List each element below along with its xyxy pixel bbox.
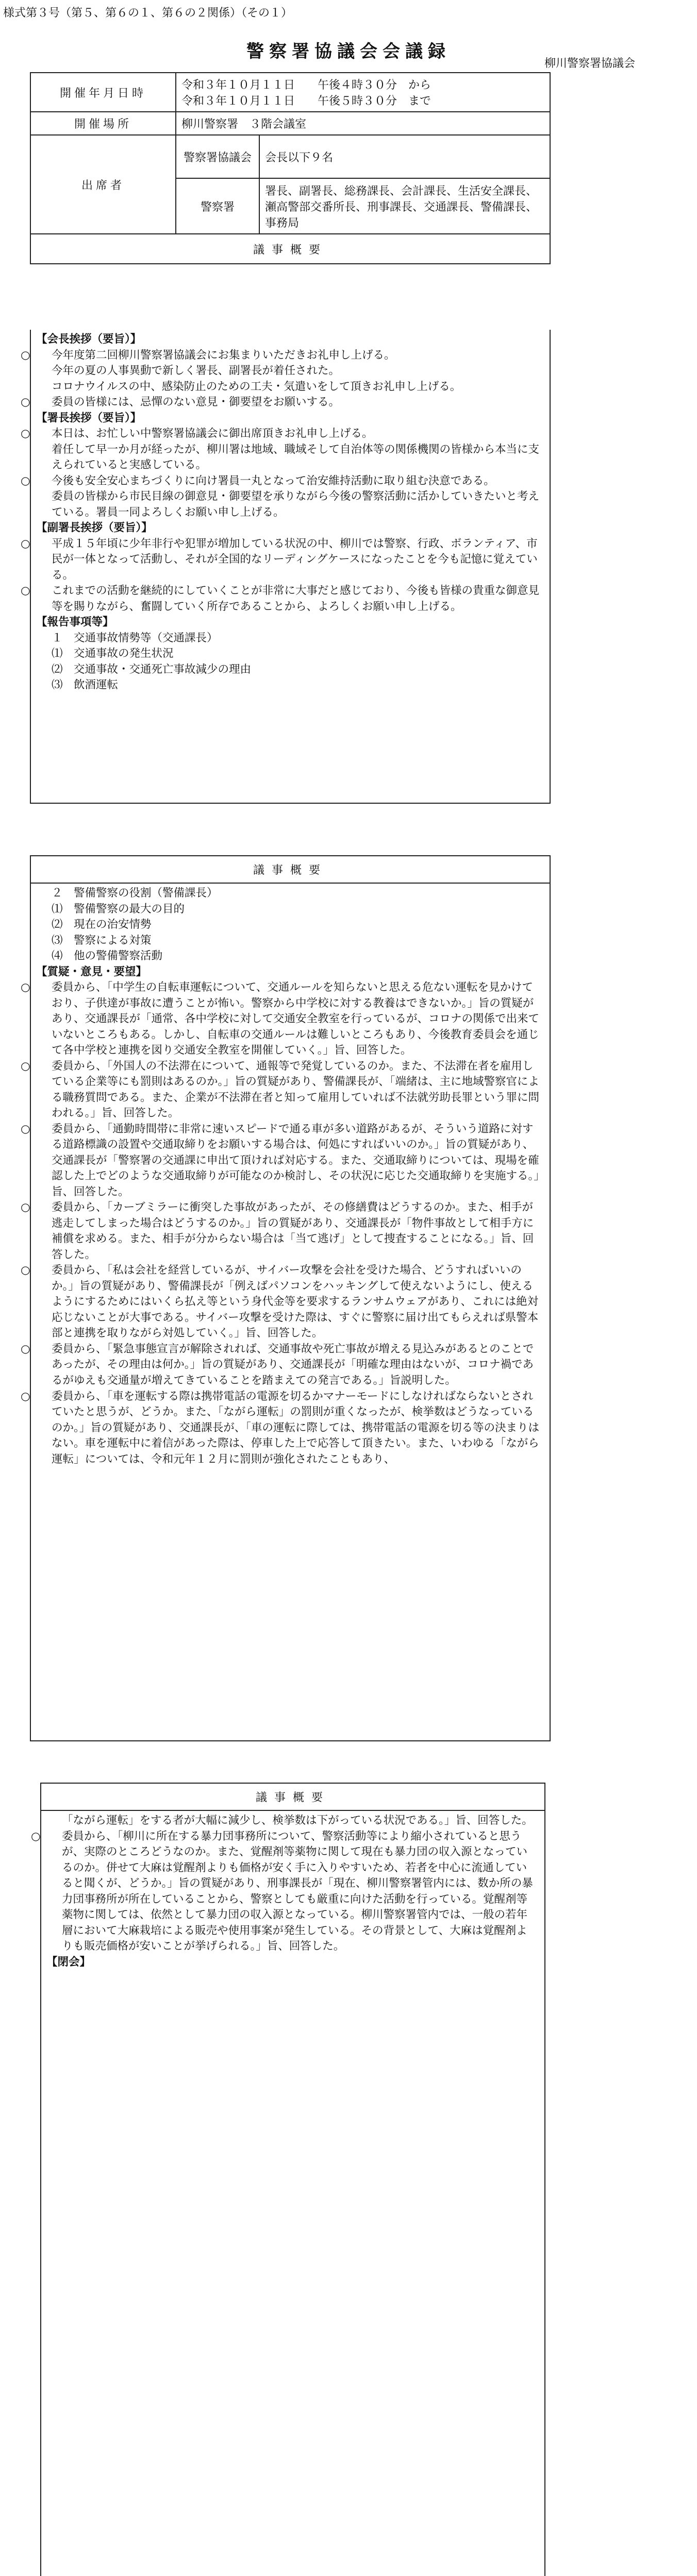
paragraph-text: 今年度第二回柳川警察署協議会にお集まりいただきお礼申し上げる。 (52, 348, 395, 362)
paragraph (21, 1059, 542, 1122)
summary-heading-3: 議事概要 (41, 1784, 544, 1811)
section-heading (36, 520, 542, 536)
bullet-marker: ○ (21, 474, 30, 487)
bullet-marker: ○ (21, 981, 30, 994)
bullet-marker: ○ (21, 348, 30, 362)
paragraph (21, 348, 542, 364)
bullet-marker: ○ (21, 396, 30, 409)
paragraph (21, 583, 542, 615)
paragraph (36, 442, 542, 473)
section-heading (36, 411, 542, 427)
summary-heading: 議事概要 (30, 234, 550, 264)
paragraph-text: ⑷ 他の警備警察活動 (52, 950, 163, 963)
datetime-end: 令和３年１０月１１日 午後５時３０分 まで (181, 95, 432, 108)
paragraph (21, 1263, 542, 1342)
paragraph (36, 662, 542, 678)
paragraph (46, 1813, 537, 1829)
paragraph (21, 536, 542, 584)
paragraph (36, 917, 542, 933)
bullet-marker: ○ (31, 1829, 41, 1843)
summary-section-1 (21, 330, 551, 804)
paragraph-text: 【報告事項等】 (36, 616, 114, 629)
paragraph-text: 委員から、「柳川に所在する暴力団事務所について、警察活動等により縮小されていると思うが、実際のところどうなのか。また、覚醒剤等薬物に関して現在も暴力団の収入源となっているのか。併せて大麻は覚醒剤よりも価格が安く手に入りやすいため、若者を中心に流通していると聞くが、どうか。」旨の質疑があり、刑事課長が「現在、柳川警察署管内には、数か所の暴力団事務所が所在していることから、警察としても厳重に向けた活動を行っている。覚醒剤等薬物に関しては、依然として暴力団の収入源となっている。柳川警察署管内では、一般の若年層において大麻栽培による販売や使用事案が発生している。その背景として、大麻は覚醒剤よりも販売価格が安いことが挙げられる。」旨、回答した。 (62, 1829, 533, 1953)
datetime-value (176, 73, 550, 112)
organization-name: 柳川警察署協議会 (544, 57, 635, 70)
police-members: 署長、副署長、総務課長、会計課長、生活安全課長、瀬高警部交番所長、刑事課長、交通課長、警備課長、事務局 (259, 178, 550, 234)
venue-label: 開催場所 (30, 112, 176, 135)
section-heading (36, 332, 542, 348)
paragraph-text: 【閉会】 (46, 1955, 91, 1969)
police-label: 警察署 (176, 178, 259, 234)
summary-body-3 (31, 1811, 544, 1970)
paragraph-text: １ 交通事故情勢等（交通課長） (52, 631, 218, 645)
attendees-label: 出席者 (30, 135, 176, 234)
bullet-marker: ○ (21, 1059, 30, 1073)
paragraph-text: 本日は、お忙しい中警察署協議会に御出席頂きお礼申し上げる。 (52, 427, 373, 440)
paragraph (21, 1342, 542, 1389)
venue-value: 柳川警察署 ３階会議室 (176, 112, 550, 135)
bullet-marker: ○ (21, 1122, 30, 1136)
summary-body-2 (21, 884, 550, 1467)
bullet-marker: ○ (21, 427, 30, 440)
paragraph-text: 委員から、「車を運転する際は携帯電話の電源を切るかマナーモードにしなければならないとされていたと思うが、どうか。また、「ながら運転」の罰則が重くなったが、検挙数はどうなっているのか。」旨の質疑があり、交通課長が、「車の運転に際しては、携帯電話の電源を切る等の決まりはない。車を運転中に着信があった際は、停車した上で応答して頂きたい。また、いわゆる「ながら運転」については、令和元年１２月に罰則が強化されたこともあり、 (52, 1389, 540, 1466)
paragraph-text: 平成１５年頃に少年非行や犯罪が増加している状況の中、柳川では警察、行政、ボランティア、市民が一体となって活動し、それが全国的なリーディングケースになったことを今も記憶に覚えている。 (52, 537, 538, 582)
bullet-marker: ○ (21, 1264, 30, 1277)
paragraph-text: ２ 警備警察の役割（警備課長） (52, 887, 218, 900)
paragraph (36, 933, 542, 949)
paragraph (21, 1122, 542, 1200)
paragraph-text: 委員の皆様から市民目線の御意見・御要望を承りながら今後の警察活動に活かしていきたいと考えている。署員一同よろしくお願い申し上げる。 (52, 490, 540, 519)
paragraph-text: ⑶ 飲酒運転 (52, 679, 119, 692)
paragraph-text: 委員から、「カーブミラーに衝突した事故があったが、その修繕費はどうするのか。また、相手が逃走してしまった場合はどうするのか。」旨の質疑があり、交通課長が「物件事故として相手方に補償を求める。また、相手が分からない場合は「当て逃げ」として捜査することになる。」旨、回答した。 (52, 1201, 534, 1261)
datetime-label: 開催年月日時 (30, 73, 176, 112)
paragraph (36, 886, 542, 902)
council-members: 会長以下９名 (259, 135, 550, 178)
bullet-marker: ○ (21, 537, 30, 550)
page-title: 警察署協議会会議録 (246, 41, 451, 62)
paragraph-text: 委員から、「通勤時間帯に非常に速いスピードで通る車が多い道路があるが、そういう道路に対する道路標識の設置や交通取締りをお願いする場合は、何処にすればいいのか。」旨の質疑があり、交通課長が「警察署の交通課に申出て頂ければ対応する。また、交通取締りについては、現場を確認した上でどのような交通取締りが可能なのか検討し、その状況に応じた交通取締りを実施する。」旨、回答した。 (52, 1122, 540, 1198)
paragraph (21, 395, 542, 411)
paragraph (36, 489, 542, 520)
paragraph-text: 「ながら運転」をする者が大幅に減少し、検挙数は下がっている状況である。」旨、回答した。 (62, 1814, 533, 1827)
paragraph-text: 今年の夏の人事異動で新しく署長、副署長が着任された。 (52, 364, 340, 378)
paragraph-text: コロナウイルスの中、感染防止のための工夫・気遣いをして頂きお礼申し上げる。 (52, 380, 461, 393)
paragraph-text: 委員の皆様には、忌憚のない意見・御要望をお願いする。 (52, 396, 340, 409)
paragraph-text: ⑴ 警備警察の最大の目的 (52, 902, 185, 916)
summary-section-3 (31, 1783, 545, 2576)
form-number: 様式第３号（第５、第６の１、第６の２関係）（その１） (3, 7, 293, 20)
council-label: 警察署協議会 (176, 135, 259, 178)
bullet-marker: ○ (21, 1201, 30, 1214)
paragraph (21, 473, 542, 489)
paragraph (36, 646, 542, 662)
paragraph-text: 委員から、「外国人の不法滞在について、通報等で発覚しているのか。また、不法滞在者を雇用している企業等にも罰則はあるのか。」旨の質疑があり、警備課長が、「端緒は、主に地域警察官による職務質問である。また、企業が不法滞在者と知って雇用していれば不法就労助長罪という罪に問われる。」旨、回答した。 (52, 1059, 540, 1120)
paragraph-text: 委員から、「緊急事態宣言が解除されれば、交通事故や死亡事故が増える見込みがあるとのことであったが、その理由は何か。」旨の質疑があり、交通課長が「明確な理由はないが、コロナ禍であるがゆえも交通量が増えてきていることを踏まえての発言である。」旨説明した。 (52, 1342, 534, 1387)
bullet-marker: ○ (21, 1389, 30, 1403)
paragraph (36, 379, 542, 395)
paragraph-text: 着任して早一か月が経ったが、柳川署は地域、職域そして自治体等の関係機関の皆様から本当に支えられていると実感している。 (52, 443, 540, 472)
summary-heading-2: 議事概要 (31, 856, 550, 884)
paragraph (21, 980, 542, 1059)
bullet-marker: ○ (21, 584, 30, 598)
paragraph-text: 【質疑・意見・要望】 (36, 965, 147, 978)
section-heading (36, 615, 542, 631)
paragraph-text: 【会長挨拶（要旨）】 (36, 333, 142, 346)
paragraph (21, 1200, 542, 1263)
paragraph-text: 今後も安全安心まちづくりに向け署員一丸となって治安維持活動に取り組む決意である。 (52, 474, 495, 487)
paragraph-text: これまでの活動を継続的にしていくことが非常に大事だと感じており、今後も皆様の貴重な御意見等を賜りながら、奮闘していく所存であることから、よろしくお願い申し上げる。 (52, 584, 540, 613)
paragraph-text: 委員から、「私は会社を経営しているが、サイバー攻撃を会社を受けた場合、どうすればいいのか。」旨の質疑があり、警備課長が「例えばパソコンをハッキングして使えないようにし、使えるようにするためにはいくら払え等という身代金等を要求するランサムウェアがあり、これには絶対応じないことが大事である。サイバー攻撃を受けた際は、すぐに警察に届け出てもらえれば県警本部と連携を取りながら対処していく。」旨、回答した。 (52, 1264, 539, 1340)
paragraph-text: ⑵ 現在の治安情勢 (52, 918, 152, 931)
paragraph (36, 677, 542, 693)
paragraph (31, 1829, 537, 1955)
paragraph-text: ⑵ 交通事故・交通死亡事故減少の理由 (52, 663, 252, 676)
meeting-info-table (30, 72, 551, 264)
paragraph-text: 【副署長挨拶（要旨）】 (36, 521, 153, 535)
paragraph-text: ⑶ 警察による対策 (52, 934, 152, 947)
paragraph-text: 委員から、「中学生の自転車運転について、交通ルールを知らないと思える危ない運転を見かけており、子供達が事故に遭うことが怖い。警察から中学校に対する教養はできないか。」旨の質疑があり、交通課長が「通常、各中学校に対して交通安全教室を行っているが、コロナの関係で出来ていないところもある。しかし、自転車の交通ルールは難しいところもあり、今後教育委員会を通じて各中学校と連携を図り交通安全教室を開催していく。」旨、回答した。 (52, 981, 540, 1057)
summary-section-2 (21, 855, 551, 1741)
paragraph (36, 902, 542, 918)
datetime-start: 令和３年１０月１１日 午後４時３０分 から (181, 79, 432, 92)
section-heading (36, 964, 542, 980)
paragraph-text: ⑴ 交通事故の発生状況 (52, 647, 174, 660)
summary-body-1 (21, 330, 550, 693)
paragraph (36, 363, 542, 379)
paragraph-text: 【署長挨拶（要旨）】 (36, 411, 142, 425)
paragraph (36, 948, 542, 964)
section-heading (46, 1955, 537, 1971)
bullet-marker: ○ (21, 1342, 30, 1355)
paragraph (21, 426, 542, 442)
paragraph (36, 631, 542, 647)
paragraph (21, 1389, 542, 1468)
